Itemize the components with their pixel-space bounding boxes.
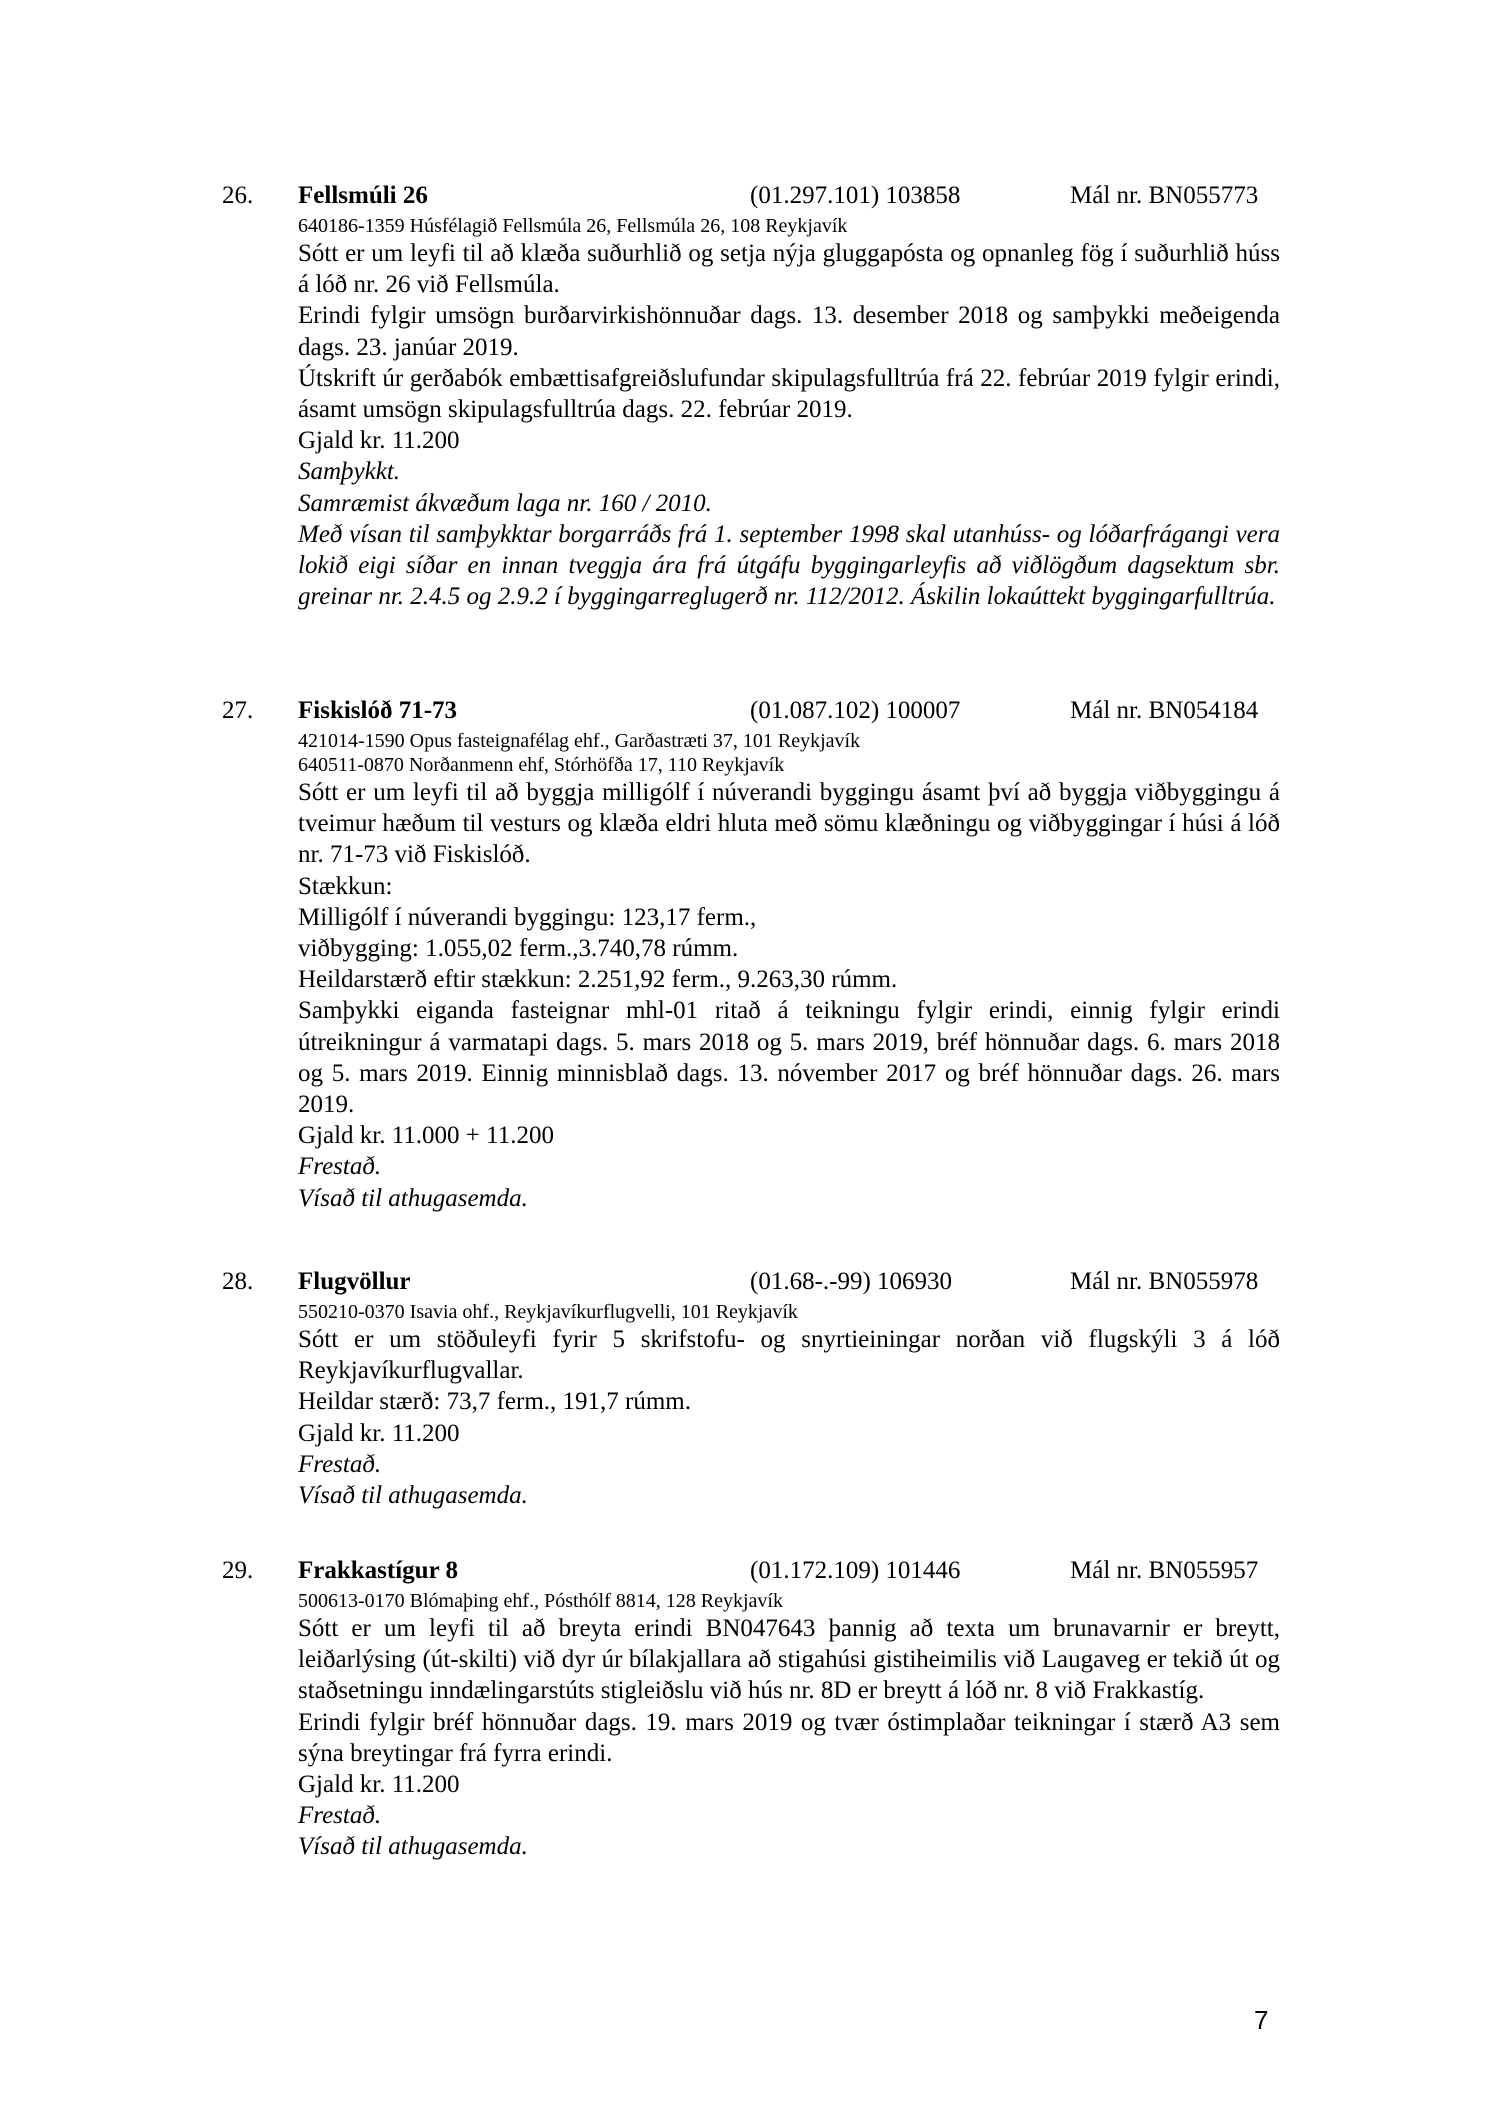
case-stat: viðbygging: 1.055,02 ferm.,3.740,78 rúmm. [298, 935, 739, 963]
case-description: Sótt er um leyfi til að breyta erindi BN047643 þannig að texta um brunavarnir er breytt, leiðarlýsing (út-skilti) við dyr úr bílakjallara að stigahúsi gistiheimilis við Laugaveg er tekið út og staðsetningu inndælingarstúts stigleiðslu við hús nr. 8D er breytt á lóð nr. 8 við Frakkastíg. [298, 1615, 1280, 1705]
case-stat: Milligólf í núverandi byggingu: 123,17 ferm., [298, 903, 757, 931]
case-lot-number: (01.68-.-99) 106930 [750, 1268, 953, 1295]
case-reference: Mál nr. BN054184 [1070, 697, 1259, 724]
case-fee: Gjald kr. 11.200 [298, 1771, 460, 1799]
applicant: 640186-1359 Húsfélagið Fellsmúla 26, Fellsmúla 26, 108 Reykjavík [298, 215, 848, 237]
page-number: 7 [1254, 2005, 1269, 2035]
case-number: 26. [222, 182, 254, 209]
case-law-note: Samræmist ákvæðum laga nr. 160 / 2010. [298, 489, 712, 517]
case-number: 27. [222, 697, 254, 724]
applicant: 550210-0370 Isavia ohf., Reykjavíkurflugvelli, 101 Reykjavík [298, 1301, 798, 1323]
case-description: Sótt er um leyfi til að byggja milligólf í núverandi byggingu ásamt því að byggja viðbyggingu á tveimur hæðum til vesturs og klæða eldri hluta með sömu klæðningu og viðbyggingar í húsi á lóð nr. 71-73 við Fiskislóð. [298, 779, 1280, 869]
case-decision: Frestað. [298, 1450, 382, 1478]
case-lot-number: (01.172.109) 101446 [750, 1557, 961, 1584]
case-lot-number: (01.087.102) 100007 [750, 697, 961, 724]
case-reference: Mál nr. BN055773 [1070, 182, 1259, 209]
case-stat: Stækkun: [298, 872, 393, 900]
applicant: 640511-0870 Norðanmenn ehf, Stórhöfða 17, 110 Reykjavík [298, 754, 785, 776]
case-stat: Heildarstærð eftir stækkun: 2.251,92 ferm., 9.263,30 rúmm. [298, 966, 898, 994]
case-fee: Gjald kr. 11.200 [298, 427, 460, 455]
case-address: Fellsmúli 26 [298, 182, 428, 209]
case-number: 29. [222, 1557, 254, 1584]
case-attachments: Erindi fylgir bréf hönnuðar dags. 19. mars 2019 og tvær óstimplaðar teikningar í stærð A3 sem sýna breytingar frá fyrra erindi. [298, 1708, 1280, 1767]
case-attachments: Erindi fylgir umsögn burðarvirkishönnuðar dags. 13. desember 2018 og samþykki meðeigenda dags. 23. janúar 2019. [298, 302, 1280, 361]
case-body [298, 214, 1280, 612]
case-decision: Frestað. [298, 1802, 382, 1830]
case-number: 28. [222, 1268, 254, 1295]
case-condition: Með vísan til samþykktar borgarráðs frá 1. september 1998 skal utanhúss- og lóðarfrágangi vera lokið eigi síðar en innan tveggja ára frá útgáfu byggingarleyfis að viðlögðum dagsektum sbr. greinar nr. 2.4.5 og 2.9.2 í byggingarreglugerð nr. 112/2012. Áskilin lokaúttekt byggingarfulltrúa. [298, 520, 1280, 611]
case-body [298, 1589, 1280, 1863]
case-address: Flugvöllur [298, 1268, 411, 1295]
case-reference: Mál nr. BN055957 [1070, 1557, 1259, 1584]
case-fee: Gjald kr. 11.000 + 11.200 [298, 1122, 554, 1150]
case-lot-number: (01.297.101) 103858 [750, 182, 961, 209]
case-attachments: Samþykki eiganda fasteignar mhl-01 ritað á teikningu fylgir erindi, einnig fylgir erindi útreikningur á varmatapi dags. 5. mars 2018 og 5. mars 2019, bréf hönnuðar dags. 6. mars 2018 og 5. mars 2019. Einnig minnisblað dags. 13. nóvember 2017 og bréf hönnuðar dags. 26. mars 2019. [298, 997, 1280, 1119]
case-decision-note: Vísað til athugasemda. [298, 1482, 528, 1510]
case-description: Sótt er um stöðuleyfi fyrir 5 skrifstofu- og snyrtieiningar norðan við flugskýli 3 á lóð Reykjavíkurflugvallar. [298, 1326, 1280, 1385]
case-stat: Heildar stærð: 73,7 ferm., 191,7 rúmm. [298, 1388, 691, 1416]
case-decision: Samþykkt. [298, 458, 401, 486]
case-description: Sótt er um leyfi til að klæða suðurhlið og setja nýja gluggapósta og opnanleg fög í suðurhlið húss á lóð nr. 26 við Fellsmúla. [298, 240, 1280, 299]
case-extract: Útskrift úr gerðabók embættisafgreiðslufundar skipulagsfulltrúa frá 22. febrúar 2019 fylgir erindi, ásamt umsögn skipulagsfulltrúa dags. 22. febrúar 2019. [298, 364, 1280, 424]
case-decision: Frestað. [298, 1153, 382, 1181]
case-body [298, 729, 1280, 1214]
case-reference: Mál nr. BN055978 [1070, 1268, 1259, 1295]
case-body [298, 1300, 1280, 1511]
case-fee: Gjald kr. 11.200 [298, 1419, 460, 1447]
case-decision-note: Vísað til athugasemda. [298, 1184, 528, 1212]
applicant: 421014-1590 Opus fasteignafélag ehf., Garðastræti 37, 101 Reykjavík [298, 730, 861, 752]
applicant: 500613-0170 Blómaþing ehf., Pósthólf 8814, 128 Reykjavík [298, 1590, 783, 1612]
case-address: Frakkastígur 8 [298, 1557, 458, 1584]
case-decision-note: Vísað til athugasemda. [298, 1833, 528, 1861]
case-address: Fiskislóð 71-73 [298, 697, 458, 724]
